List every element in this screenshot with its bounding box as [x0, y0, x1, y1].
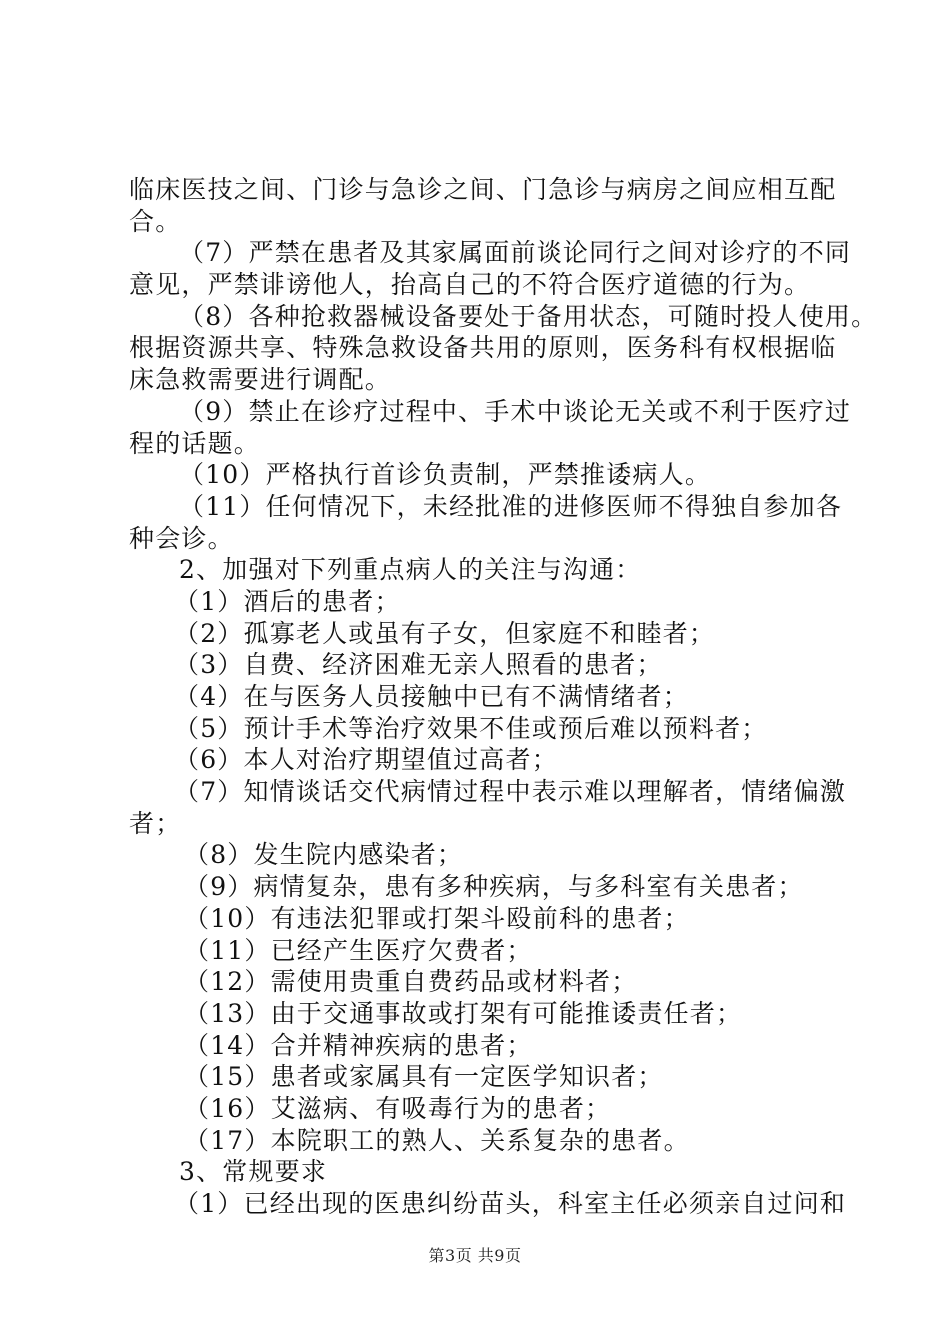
list-item: （8）发生院内感染者； — [184, 840, 464, 870]
text-line: （8）各种抢救器械设备要处于备用状态，可随时投人使用。 — [179, 301, 878, 331]
list-item: （1）已经出现的医患纠纷苗头，科室主任必须亲自过问和 — [174, 1189, 847, 1218]
list-item: （13）由于交通事故或打架有可能推诿责任者； — [184, 998, 743, 1028]
list-item: （17）本院职工的熟人、关系复杂的患者。 — [184, 1125, 690, 1155]
list-item: （5）预计手术等治疗效果不佳或预后难以预料者； — [174, 713, 768, 743]
list-item: （14）合并精神疾病的患者； — [184, 1030, 533, 1060]
text-line: （11）任何情况下，未经批准的进修医师不得独自参加各 — [179, 491, 843, 521]
list-item: （6）本人对治疗期望值过高者； — [174, 745, 558, 775]
list-item: （2）孤寡老人或虽有子女，但家庭不和睦者； — [174, 618, 716, 648]
text-line: 者； — [129, 808, 182, 838]
list-item: （9）病情复杂，患有多种疾病，与多科室有关患者； — [184, 872, 804, 902]
text-line: （10）严格执行首诊负责制，严禁推诿病人。 — [179, 460, 712, 490]
page-number: 第3页 共9页 — [428, 1246, 522, 1265]
list-item: （16）艾滋病、有吸毒行为的患者； — [184, 1093, 612, 1123]
text-line: 意见，严禁诽谤他人，抬高自己的不符合医疗道德的行为。 — [129, 270, 811, 300]
text-line: 根据资源共享、特殊急救设备共用的原则，医务科有权根据临 — [129, 333, 837, 363]
text-line: （9）禁止在诊疗过程中、手术中谈论无关或不利于医疗过 — [179, 396, 852, 426]
list-item: （10）有违法犯罪或打架斗殴前科的患者； — [184, 903, 690, 933]
text-line: （7）严禁在患者及其家属面前谈论同行之间对诊疗的不同 — [179, 238, 852, 268]
list-item: （11）已经产生医疗欠费者； — [184, 935, 533, 965]
list-item: （1）酒后的患者； — [174, 586, 401, 616]
document-body — [129, 174, 878, 1220]
list-item: （15）患者或家属具有一定医学知识者； — [184, 1062, 664, 1092]
list-item: （7）知情谈话交代病情过程中表示难以理解者，情绪偏激 — [174, 777, 847, 807]
list-item: （12）需使用贵重自费药品或材料者； — [184, 967, 638, 997]
section-heading: 3、常规要求 — [179, 1157, 328, 1187]
text-line: 种会诊。 — [129, 523, 234, 553]
text-line: 床急救需要进行调配。 — [129, 365, 392, 395]
text-line: 程的话题。 — [129, 428, 261, 458]
text-line: 合。 — [129, 206, 182, 236]
list-item: （4）在与医务人员接触中已有不满情绪者； — [174, 682, 689, 711]
text-line: 临床医技之间、门诊与急诊之间、门急诊与病房之间应相互配 — [129, 175, 837, 204]
section-heading: 2、加强对下列重点病人的关注与沟通： — [179, 555, 642, 585]
list-item: （3）自费、经济困难无亲人照看的患者； — [174, 650, 663, 680]
